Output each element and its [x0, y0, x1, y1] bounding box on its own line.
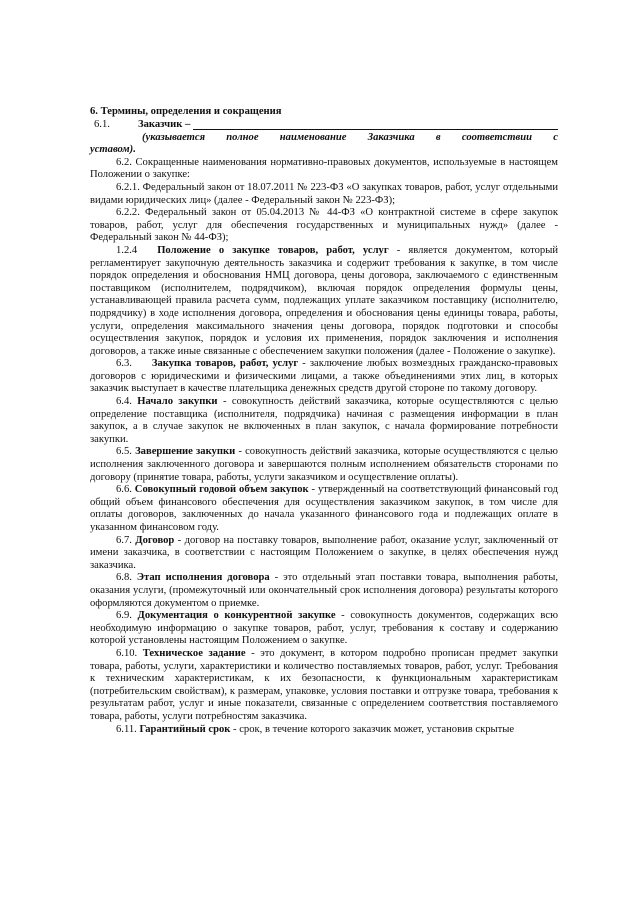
term: Документация о конкурентной закупке	[137, 610, 336, 622]
item-number: 6.8.	[116, 572, 132, 584]
term: Закупка товаров, работ, услуг	[151, 358, 299, 370]
item-number: 6.7.	[116, 534, 132, 546]
item-number: 6.5.	[116, 446, 132, 458]
term: Завершение закупки	[135, 446, 236, 458]
term: Совокупный годовой объем закупок	[134, 484, 309, 496]
customer-note-end: уставом).	[90, 144, 136, 156]
item-6-9	[90, 610, 558, 648]
item-number: 6.1.	[94, 119, 110, 130]
item-number: 1.2.4	[116, 244, 138, 256]
item-6-5	[90, 446, 558, 484]
term: Гарантийный срок	[139, 723, 231, 735]
definition: - совокупность документов, содержащих всю необходимую информацию о закупке товаров, работ, услуг, требования к составу и содержанию которой установлены настоящим Положением о закупке.	[90, 610, 558, 647]
definition: - совокупность действий заказчика, которые осуществляются с целью определение поставщика (исполнителя, подрядчика) начиная с размещения информации в план закупок, а в случае закупок не включенных в план закупок, с начала формирование потребности закупки.	[90, 396, 558, 445]
definition: - это отдельный этап поставки товара, выполнения работы, оказания услуги, (промежуточный или окончательный срок исполнения договора) результаты которого оформляются документом о приемке.	[90, 572, 559, 609]
customer-note: (указывается полное наименование Заказчика в соответствии с	[142, 131, 558, 143]
document-page	[90, 106, 558, 736]
item-number: 6.6.	[116, 484, 132, 496]
item-6-3	[90, 358, 558, 396]
item-6-7	[90, 535, 558, 573]
item-number: 6.10.	[116, 647, 138, 659]
item-1-2-4	[90, 245, 558, 358]
term: Этап исполнения договора	[136, 572, 270, 584]
item-6-11	[90, 724, 558, 737]
item-6-6	[90, 484, 558, 534]
item-6-4	[90, 396, 558, 446]
blank-fill-line	[193, 119, 558, 130]
definition: - является документом, который регламентирует закупочную деятельность заказчика и содержит требования к закупке, в том числе порядок определения и обоснования НМЦ договора, цены договора, заключаемого с единственным поставщиком (исполнителем, подрядчиком), включая порядок определения формулы цены, устанавливающей правила расчета сумм, подлежащих уплате заказчиком поставщику (исполнителю, подрядчику) в ходе исполнения договора, определения и обоснования цены единицы товара, работы, услуги, определения максимального значения цены договора, порядок подготовки и способы осуществления закупок, порядок и условия их применения, порядок заключения и исполнения договоров, а также иные связанные с обеспечением закупки положения (далее - Положение о закупке).	[90, 244, 558, 357]
term: Положение о закупке товаров, работ, услуг	[157, 244, 389, 256]
definition: - заключение любых возмездных гражданско-правовых договоров с юридическими и физическими лицами, а также объединениями этих лиц, в которых заказчик выступает в качестве плательщика денежных средств другой стороне по такому договору.	[90, 358, 558, 395]
item-6-1	[90, 119, 558, 132]
item-number: 6.9.	[116, 610, 132, 622]
section-heading: 6. Термины, определения и сокращения	[90, 106, 282, 117]
item-6-2-2: 6.2.2. Федеральный закон от 05.04.2013 № 44-ФЗ «О контрактной системе в сфере закупок товаров, работ, услуг для обеспечения государственных и муниципальных нужд» (далее - Федеральный закон № 44-ФЗ);	[90, 207, 558, 244]
term: Начало закупки	[137, 396, 218, 408]
definition: - это документ, в котором подробно прописан предмет закупки товара, работы, услуги, характеристики и количество поставляемых товаров, работ, услуг. Требования к техническим характеристикам, к их безопасности, к функциональным характеристикам (потребительским свойствам), к размерам, упаковке, условия поставки и отгрузке товара, требования к результатам работ, услуг и иные показатели, связанные с определением соответствия поставляемого товара, работы, услуги потребностям заказчика.	[90, 647, 558, 722]
item-number: 6.4.	[116, 396, 132, 408]
term: Техническое задание	[142, 647, 246, 659]
item-number: 6.3.	[116, 358, 132, 370]
term-customer: Заказчик –	[138, 119, 191, 130]
item-6-8	[90, 572, 558, 610]
definition: - совокупность действий заказчика, которые осуществляются с целью исполнения заключенного договора и завершаются полным исполнением обязательств сторонами по договору (принятие товара, работы, услуги заказчиком и осуществление оплаты).	[90, 446, 558, 483]
definition: - утвержденный на соответствующий финансовый год общий объем финансового обеспечения для осуществления заказчиком закупок, в том числе для оплаты договоров, заключенных до начала указанного финансового года и подлежащих оплате в указанном финансовом году.	[90, 484, 559, 533]
term: Договор	[135, 534, 175, 546]
definition: - договор на поставку товаров, выполнение работ, оказание услуг, заключенный от имени заказчика, в соответствии с настоящим Положением о закупке, в целях обеспечения нужд заказчика.	[90, 534, 558, 571]
item-6-10	[90, 648, 558, 724]
definition: - срок, в течение которого заказчик может, установив скрытые	[230, 723, 515, 735]
item-6-2: 6.2. Сокращенные наименования нормативно-правовых документов, используемые в настоящем Положении о закупке:	[90, 156, 558, 181]
item-number: 6.11.	[116, 723, 137, 735]
item-6-2-1: 6.2.1. Федеральный закон от 18.07.2011 № 223-ФЗ «О закупках товаров, работ, услуг отдельными видами юридических лиц» (далее - Федеральный закон № 223-ФЗ);	[90, 181, 558, 206]
